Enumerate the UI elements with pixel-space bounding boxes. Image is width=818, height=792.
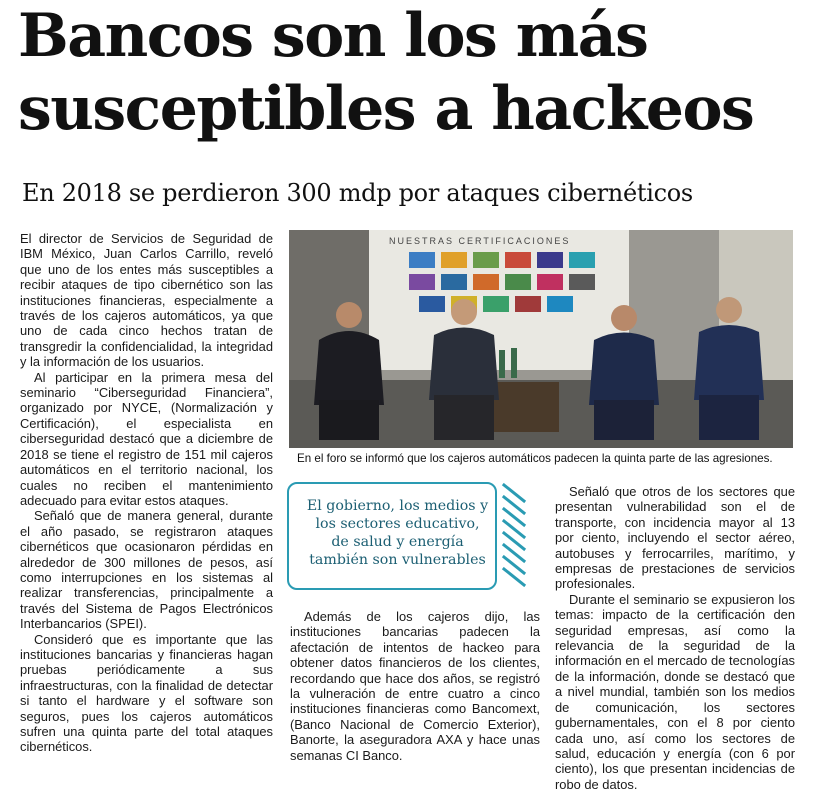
paragraph: Señaló que otros de los sectores que presentan vulnerabilidad son el de transporte, con incidencia mayor al 13 por ciento, incluyendo el sector aéreo, autobuses y ferrocarriles, marítimo, y empresas de prestaciones de servicios profesionales.: [555, 484, 795, 592]
paragraph: Además de los cajeros dijo, las instituciones bancarias padecen la afectación de intentos de hackeo para obtener datos financieros de los clientes, recordando que hace dos años, se registró la vulneración de entre cuatro a cinco instituciones financieras como Bancomext, (Banco Nacional de Comercio Exterior), Banorte, la aseguradora AXA y hace unas semanas CI Banco.: [290, 609, 540, 763]
article-column-2: [290, 609, 540, 763]
paragraph: Al participar en la primera mesa del seminario “Ciberseguridad Financiera”, organizado por NYCE, (Normalización y Certificación), el especialista en ciberseguridad destacó que a diciembre de 2018 se tiene el registro de 151 mil cajeros automáticos en el territorio nacional, los cuales no reciben el mantenimiento adecuado para evitar estos ataques.: [20, 369, 273, 508]
headline-line-1: Bancos son los más: [18, 1, 648, 71]
article-column-3: [555, 484, 795, 792]
pull-quote: El gobierno, los medios y los sectores educativo, de salud y energía también son vulnerables: [306, 498, 489, 568]
paragraph: Consideró que es importante que las instituciones bancarias y financieras hagan pruebas periódicamente a sus infraestructuras, con la finalidad de detectar si tanto el hardware y el software son seguros, pues los cajeros automáticos sufren una quinta parte del total ataques cibernéticos.: [20, 631, 273, 755]
subheadline: En 2018 se perdieron 300 mdp por ataques cibernéticos: [22, 179, 693, 207]
paragraph: El director de Servicios de Seguridad de IBM México, Juan Carlos Carrillo, reveló que uno de los entes más susceptibles a recibir ataques de tipo cibernético son las instituciones financieras, especialmente a través de los cajeros automáticos, ya que uno de cada cinco hechos tratan de transgredir la confidencialidad, la integridad y la información de los usuarios.: [20, 231, 273, 370]
decorative-stripes: [500, 481, 530, 587]
paragraph: Durante el seminario se expusieron los temas: impacto de la certificación den seguridad empresas, así como la relevancia de la seguridad de la información en el mercado de tecnologías de la información, donde se destacó que a nivel mundial, también son los medios de comunicación, los sectores gubernamentales, con el 8 por ciento cada uno, así como los sectores de salud, educación y energía (con 6 por ciento), los que presentan incidencias de robo de datos.: [555, 591, 795, 792]
headline-line-2: susceptibles a hackeos: [18, 74, 754, 144]
paragraph: Señaló que de manera general, durante el año pasado, se registraron ataques cibernéticos que ocasionaron pérdidas en alrededor de 300 millones de pesos, así como interrupciones en los sistemas al realizar transferencias, principalmente a través del Sistema de Pagos Electrónicos Interbancarios (SPEI).: [20, 508, 273, 632]
photo-caption: En el foro se informó que los cajeros automáticos padecen la quinta parte de las agresiones.: [297, 452, 773, 465]
event-photo: [289, 230, 793, 448]
panel-photo-illustration: [289, 230, 793, 448]
screen-heading: NUESTRAS CERTIFICACIONES: [389, 236, 571, 246]
headline: [18, 0, 808, 146]
article-column-1: [20, 231, 273, 755]
